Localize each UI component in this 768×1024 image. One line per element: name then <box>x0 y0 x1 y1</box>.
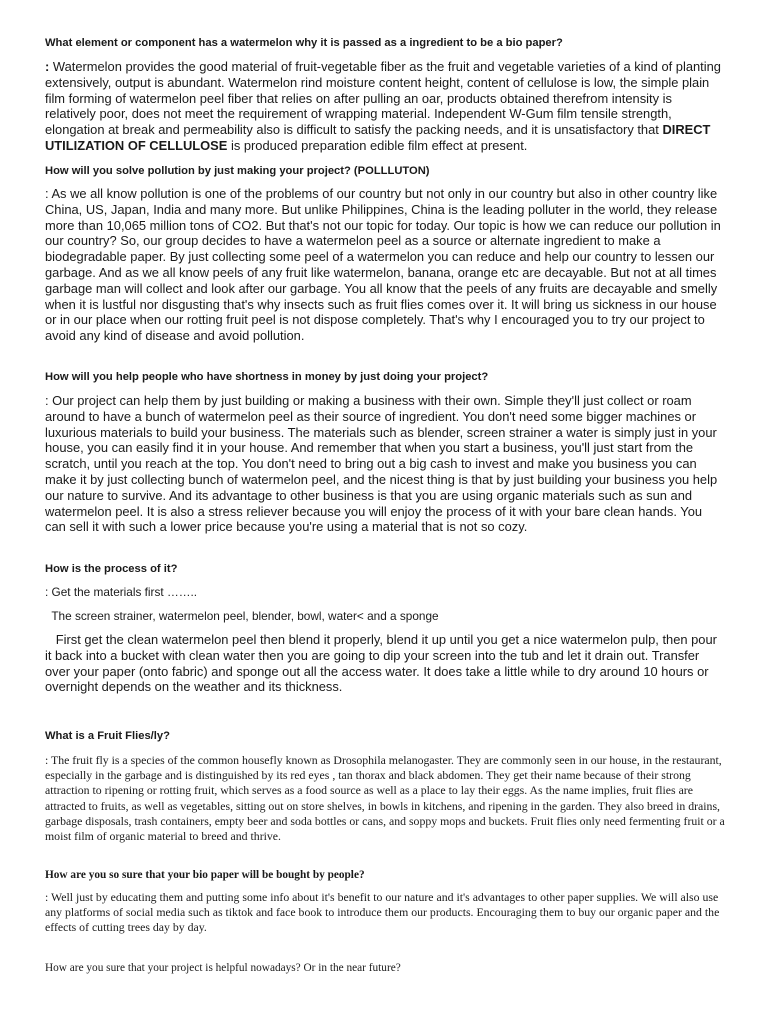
answer-prefix: : <box>45 59 50 74</box>
question-watermelon-component: What element or component has a watermelon why it is passed as a ingredient to be a bio paper? <box>45 37 563 49</box>
question-money: How will you help people who have shortness in money by just doing your project? <box>45 371 489 383</box>
question-pollution: How will you solve pollution by just making your project? (POLLLUTON) <box>45 165 430 177</box>
answer-pollution: : As we all know pollution is one of the problems of our country but not only in our country but also in other country like China, US, Japan, India and many more. But unlike Philippines, China is the leading polluter in the world, they release more than 10,065 million tons of CO2. But that's not our topic for today. Our topic is how we can reduce our pollution in our country? So, our group decides to have a watermelon peel as a source or alternate ingredient to make a biodegradable paper. By just collecting some peel of a watermelon you can reduce and help our country to lessen our garbage. And as we all know peels of any fruit like watermelon, banana, orange etc are decayable. But not at all times garbage man will collect and look after our garbage. You all know that the peels of any fruits are decayable and smelly when it is lustful nor disgusting that's why insects such as fruit flies comes over it. It will bring us sickness in our house or in our place when our rotting fruit peel is not dispose completely. That's why I encouraged you to try our project to avoid any kind of disease and avoid pollution. <box>45 186 721 344</box>
question-fruit-flies: What is a Fruit Flies/ly? <box>45 730 170 742</box>
answer-fruit-flies: : The fruit fly is a species of the common housefly known as Drosophila melanogaster. They are commonly seen in our house, in the restaurant, especially in the garbage and is distinguished by its red eyes , tan thorax and black abdomen. They get their name because of their strong attraction to ripening or rotting fruit, which serves as a food source as well as a place to lay their eggs. As the name implies, fruit flies are attracted to fruits, as well as vegetables, sitting out on store shelves, in bowls in kitchens, and ripening in the garden. They also breed in drains, garbage disposals, trash containers, empty beer and soda bottles or cans, and soppy mops and buckets. Fruit flies only need fermenting fruit or a moist film of organic material to breed and thrive. <box>45 753 725 844</box>
answer-bold-phrase: DIRECT UTILIZATION OF CELLULOSE <box>45 122 711 153</box>
answer-main-text: Watermelon provides the good material of fruit-vegetable fiber as the fruit and vegetable varieties of a kind of planting extensively, output is abundant. Watermelon rind moisture content height, content of cellulose is low, the simple plain film forming of watermelon peel fiber that relies on after pulling an oar, products obtained therefrom intensity is relatively poor, does not meet the requirement of wrapping material. Independent W-Gum film tensile strength, elongation at break and permeability also is difficult to satisfy the packing needs, and it is unsatisfactory that <box>45 59 721 138</box>
answer-bought-by-people: : Well just by educating them and putting some info about it's benefit to our nature and it's advantages to other paper supplies. We will also use any platforms of social media such as tiktok and face book to introduce them our products. Encouraging them to buy our organic paper and the effects of cutting trees day by day. <box>45 890 720 935</box>
answer-money: : Our project can help them by just building or making a business with their own. Simple they'll just collect or roam around to have a bunch of watermelon peel as their source of ingredient. You don't need some bigger machines or luxurious materials to build your business. The materials such as blender, screen strainer a water is simply just in your house, you can easily find it in your house. And remember that when you start a business, you'll just start from the scratch, until you reach at the top. You don't need to bring out a big cash to invest and make you business you can make it by just collecting bunch of watermelon peel, and the nicest thing is that by just building your business you help our nature to survive. And its advantage to other business is that you are using organic materials such as sun and watermelon peel. It is also a stress reliever because you will enjoy the process of it with your bare clean hands. You can sell it with such a lower price because you're using a material that is not so cozy. <box>45 393 718 535</box>
question-process: How is the process of it? <box>45 563 178 575</box>
answer-tail-text: is produced preparation edible film effect at present. <box>227 137 528 153</box>
question-bought-by-people: How are you so sure that your bio paper will be bought by people? <box>45 869 365 881</box>
process-step-materials: : Get the materials first …….. <box>45 585 198 599</box>
process-paragraph: First get the clean watermelon peel then blend it properly, blend it up until you get a nice watermelon pulp, then pour it back into a bucket with clean water then you are going to dip your screen into the tub and let it drain out. Transfer over your paper (onto fabric) and sponge out all the access water. It does take a little while to dry around 10 hours or overnight depends on the weather and its thickness. <box>45 632 721 695</box>
process-materials-list: The screen strainer, watermelon peel, blender, bowl, water< and a sponge <box>45 609 439 623</box>
answer-watermelon-component <box>45 59 725 154</box>
question-helpful-nowadays: How are you sure that your project is helpful nowadays? Or in the near future? <box>45 962 401 974</box>
